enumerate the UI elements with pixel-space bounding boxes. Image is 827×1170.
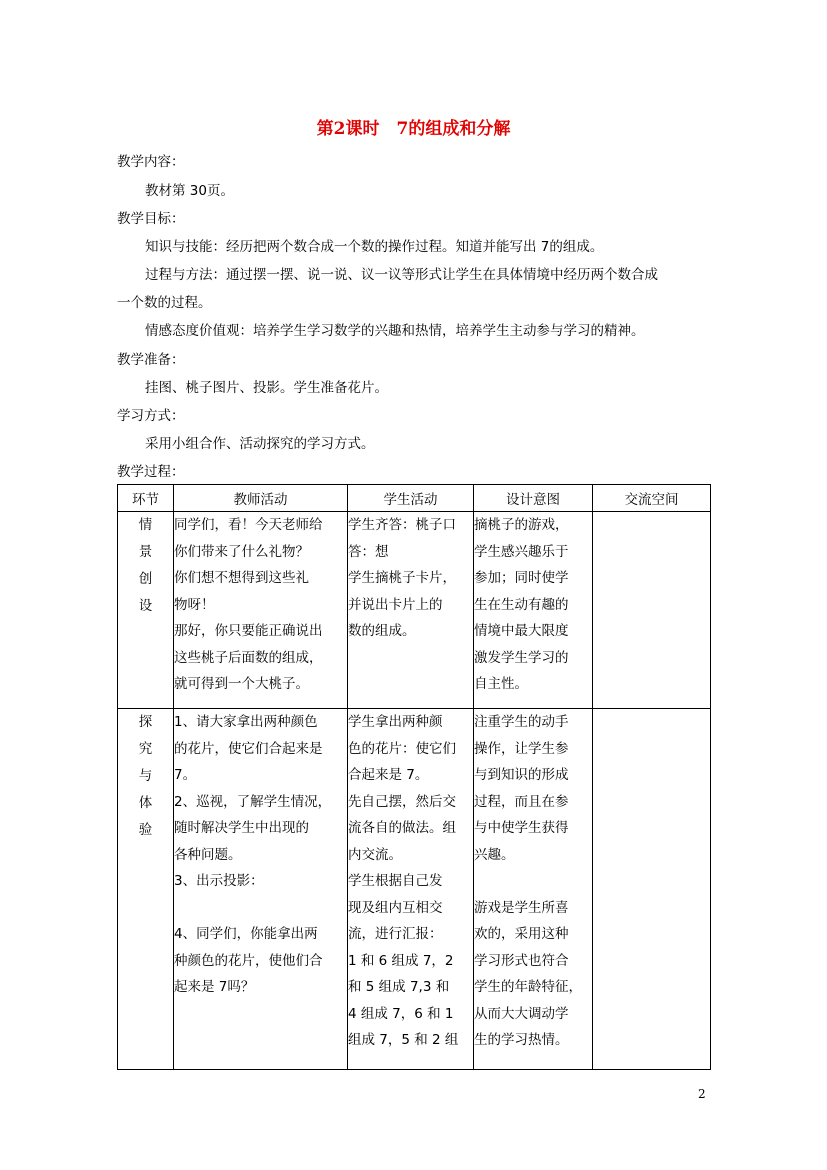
stage-explore: 探 究 与 体 验 — [118, 709, 174, 1070]
table-row — [118, 709, 711, 1070]
student-activity-cell: 学生拿出两种颜 色的花片：使它们 合起来是 7。 先自己摆，然后交 流各自的做法。组 内交流。 学生根据自己发 现及组内互相交 流，进行汇报： 1 和 6 组成 7，2 和 5 组成 7,3 和 4 组成 7，6 和 1 组成 7，5 和 2 组 — [348, 709, 474, 1070]
teacher-activity-cell: 1、请大家拿出两种颜色 的花片，使它们合起来是 7。 2、巡视，了解学生情况， 随时解决学生中出现的 各种问题。 3、出示投影： 4、同学们，你能拿出两 种颜色的花片，使他们合 起来是 7吗？ — [174, 709, 348, 1070]
header-design-intent: 设计意图 — [474, 485, 593, 512]
objective-process-line1: 过程与方法：通过摆一摆、说一说、议一议等形式让学生在具体情境中经历两个数合成 — [145, 267, 658, 283]
prep-heading: 教学准备： — [117, 352, 185, 368]
exchange-space-cell — [593, 512, 711, 709]
exchange-space-cell — [593, 709, 711, 1070]
objective-attitude: 情感态度价值观：培养学生学习数学的兴趣和热情，培养学生主动参与学习的精神。 — [145, 323, 645, 339]
design-intent-cell: 摘桃子的游戏， 学生感兴趣乐于 参加；同时使学 生在生动有趣的 情境中最大限度 激发学生学习的 自主性。 — [474, 512, 593, 709]
lesson-process-table — [117, 484, 711, 1070]
stage-scenario: 情 景 创 设 — [118, 512, 174, 709]
objective-process-line2: 一个数的过程。 — [117, 295, 212, 311]
objective-knowledge: 知识与技能：经历把两个数合成一个数的操作过程。知道并能写出 7的组成。 — [145, 239, 604, 255]
header-exchange-space: 交流空间 — [593, 485, 711, 512]
page-number: 2 — [698, 1087, 706, 1101]
page-title: 第2课时 7的组成和分解 — [316, 119, 511, 139]
content-heading: 教学内容： — [117, 154, 185, 170]
student-activity-cell: 学生齐答：桃子口 答：想 学生摘桃子卡片， 并说出卡片上的 数的组成。 — [348, 512, 474, 709]
process-heading: 教学过程： — [117, 464, 185, 480]
content-text: 教材第 30页。 — [145, 183, 234, 199]
header-stage: 环节 — [118, 485, 174, 512]
header-student-activity: 学生活动 — [348, 485, 474, 512]
table-header-row — [118, 485, 711, 512]
teacher-activity-cell: 同学们，看！今天老师给 你们带来了什么礼物？ 你们想不想得到这些礼 物呀！ 那好，你只要能正确说出 这些桃子后面数的组成， 就可得到一个大桃子。 — [174, 512, 348, 709]
method-heading: 学习方式： — [117, 408, 185, 424]
design-intent-cell: 注重学生的动手 操作，让学生参 与到知识的形成 过程，而且在参 与中使学生获得 兴趣。 游戏是学生所喜 欢的，采用这种 学习形式也符合 学生的年龄特征， 从而大大调动学 生的学习热情。 — [474, 709, 593, 1070]
table-row — [118, 512, 711, 709]
prep-text: 挂图、桃子图片、投影。学生准备花片。 — [145, 380, 388, 396]
method-text: 采用小组合作、活动探究的学习方式。 — [145, 436, 375, 452]
objectives-heading: 教学目标： — [117, 211, 185, 227]
header-teacher-activity: 教师活动 — [174, 485, 348, 512]
